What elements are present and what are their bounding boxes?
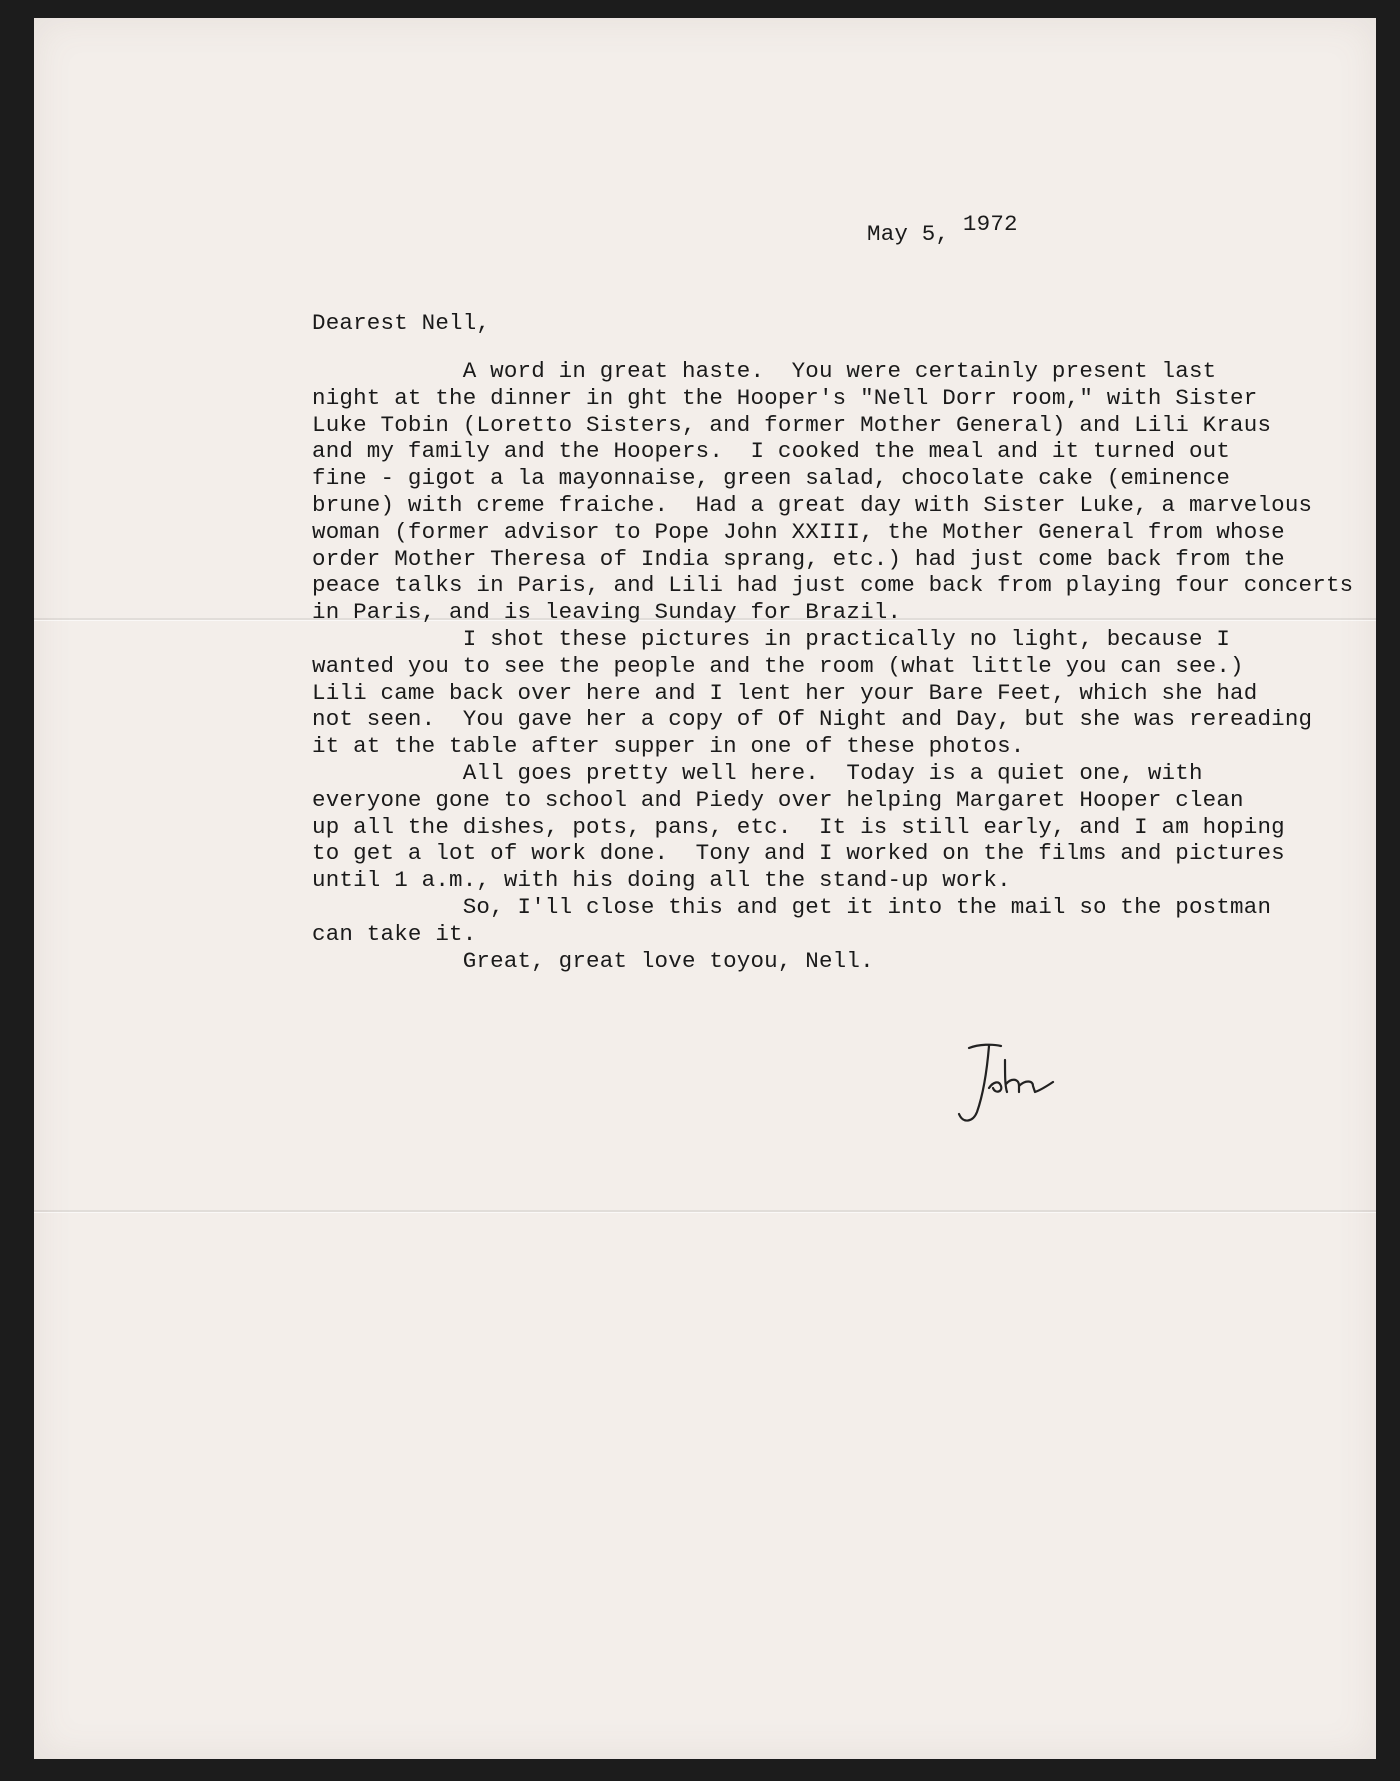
body-line: night at the dinner in ght the Hooper's "Nell Dorr room," with Sister	[312, 384, 1258, 411]
paper-fold-lower	[34, 1210, 1376, 1212]
body-line: Great, great love toyou, Nell.	[312, 947, 874, 974]
body-line: A word in great haste. You were certainly present last	[312, 358, 1217, 384]
date-year: 1972	[962, 211, 1018, 237]
body-line: everyone gone to school and Piedy over helping Margaret Hooper clean	[312, 786, 1244, 813]
body-line: Lili came back over here and I lent her your Bare Feet, which she had	[312, 679, 1258, 706]
body-line: fine - gigot a la mayonnaise, green salad, chocolate cake (eminence	[312, 465, 1231, 492]
body-line: until 1 a.m., with his doing all the stand-up work.	[312, 867, 1011, 894]
body-line: can take it.	[312, 920, 477, 947]
date-separator: ,	[935, 221, 950, 247]
letter-page	[34, 18, 1376, 1759]
body-line: I shot these pictures in practically no light, because I	[312, 625, 1231, 652]
body-line: in Paris, and is leaving Sunday for Brazil.	[312, 599, 902, 626]
letter-date	[867, 211, 1018, 248]
body-line: woman (former advisor to Pope John XXIII, the Mother General from whose	[312, 518, 1285, 545]
body-line: peace talks in Paris, and Lili had just come back from playing four concerts	[312, 572, 1354, 599]
body-line: brune) with creme fraiche. Had a great day with Sister Luke, a marvelous	[312, 491, 1313, 518]
body-line: up all the dishes, pots, pans, etc. It is still early, and I am hoping	[312, 813, 1285, 840]
salutation: Dearest Nell,	[312, 310, 491, 336]
body-line: So, I'll close this and get it into the mail so the postman	[312, 893, 1272, 920]
body-line: and my family and the Hoopers. I cooked the meal and it turned out	[312, 438, 1231, 465]
body-line: not seen. You gave her a copy of Of Night and Day, but she was rereading	[312, 706, 1313, 733]
letter-body	[312, 358, 1353, 974]
body-line: it at the table after supper in one of these photos.	[312, 733, 1025, 760]
body-line: to get a lot of work done. Tony and I worked on the films and pictures	[312, 840, 1285, 867]
body-line: All goes pretty well here. Today is a quiet one, with	[312, 759, 1203, 786]
date-month-day: May 5	[867, 221, 936, 247]
body-line: wanted you to see the people and the room (what little you can see.)	[312, 652, 1244, 679]
signature-john	[949, 1040, 1059, 1130]
body-line: Luke Tobin (Loretto Sisters, and former Mother General) and Lili Kraus	[312, 411, 1272, 438]
body-line: order Mother Theresa of India sprang, etc.) had just come back from the	[312, 545, 1285, 572]
